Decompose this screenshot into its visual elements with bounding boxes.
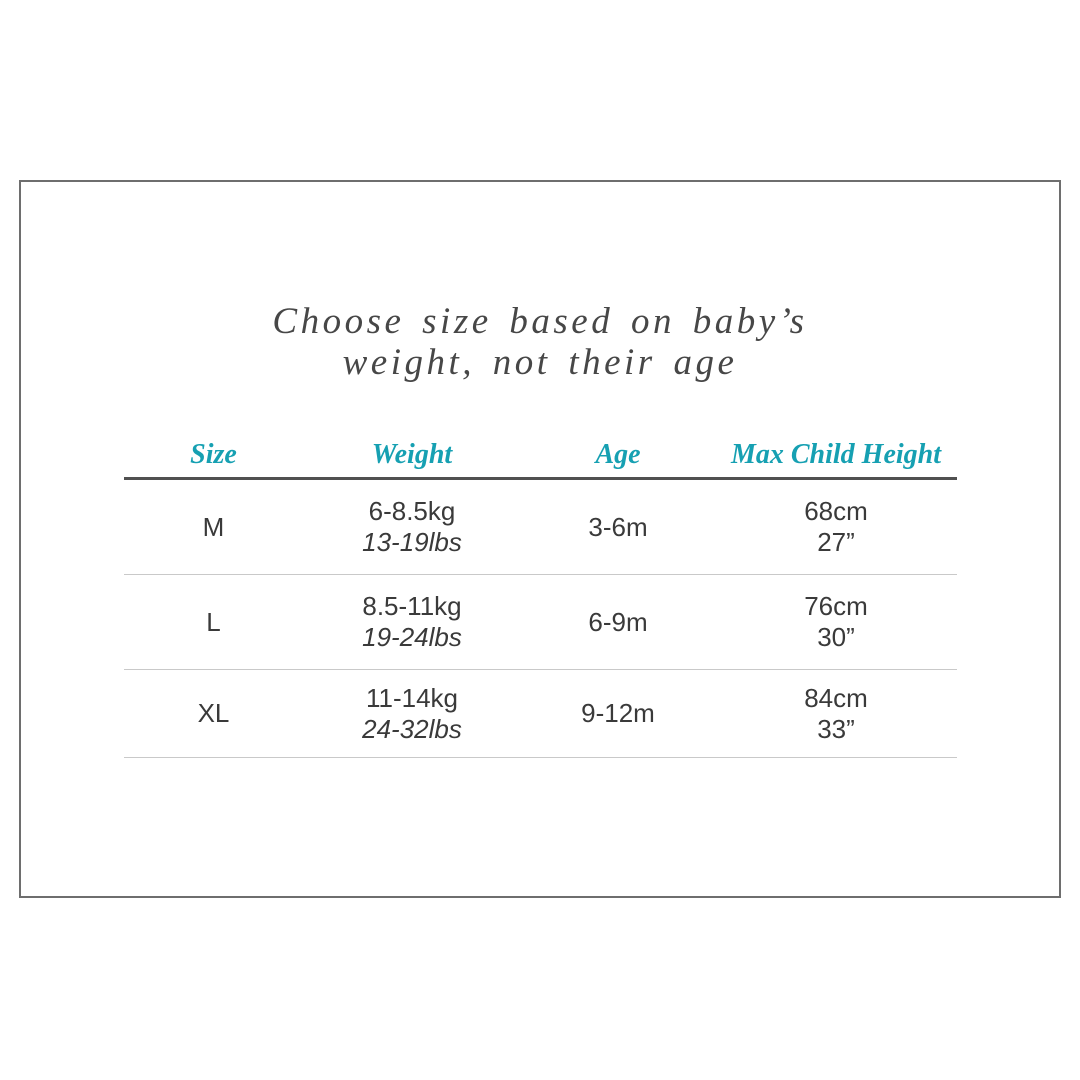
- weight-value: [304, 575, 521, 670]
- height-value: [716, 479, 957, 575]
- header-row: [124, 429, 957, 479]
- chart-title-line-2: weight, not their age: [342, 342, 738, 383]
- table-row-xl: [124, 670, 957, 758]
- height-cm: 76cm: [804, 591, 868, 621]
- weight-value: [304, 479, 521, 575]
- height-value: [716, 575, 957, 670]
- height-value: [716, 670, 957, 758]
- age-value: 9-12m: [521, 670, 716, 758]
- column-header-weight: Weight: [304, 429, 521, 479]
- weight-kg: 8.5-11kg: [362, 591, 462, 621]
- height-in: 30”: [817, 622, 855, 652]
- age-value: 6-9m: [521, 575, 716, 670]
- size-chart-frame: [19, 180, 1061, 898]
- weight-lbs: 19-24lbs: [362, 622, 462, 652]
- weight-lbs: 24-32lbs: [362, 713, 462, 744]
- height-cm: 68cm: [804, 496, 868, 526]
- column-header-age: Age: [521, 429, 716, 479]
- size-value: XL: [124, 670, 304, 758]
- size-value: M: [124, 479, 304, 575]
- table-row-l: [124, 575, 957, 670]
- size-table: [124, 429, 957, 758]
- weight-value: [304, 670, 521, 758]
- chart-title: [21, 301, 1059, 383]
- column-header-size: Size: [124, 429, 304, 479]
- weight-lbs: 13-19lbs: [362, 527, 462, 557]
- weight-kg: 6-8.5kg: [368, 496, 456, 526]
- table-row-m: [124, 479, 957, 575]
- height-in: 33”: [817, 713, 855, 744]
- chart-title-line-1: Choose size based on baby’s: [272, 301, 808, 342]
- column-header-max-child-height: Max Child Height: [716, 429, 957, 479]
- age-value: 3-6m: [521, 479, 716, 575]
- height-cm: 84cm: [804, 682, 868, 713]
- size-value: L: [124, 575, 304, 670]
- weight-kg: 11-14kg: [365, 682, 459, 713]
- height-in: 27”: [817, 527, 855, 557]
